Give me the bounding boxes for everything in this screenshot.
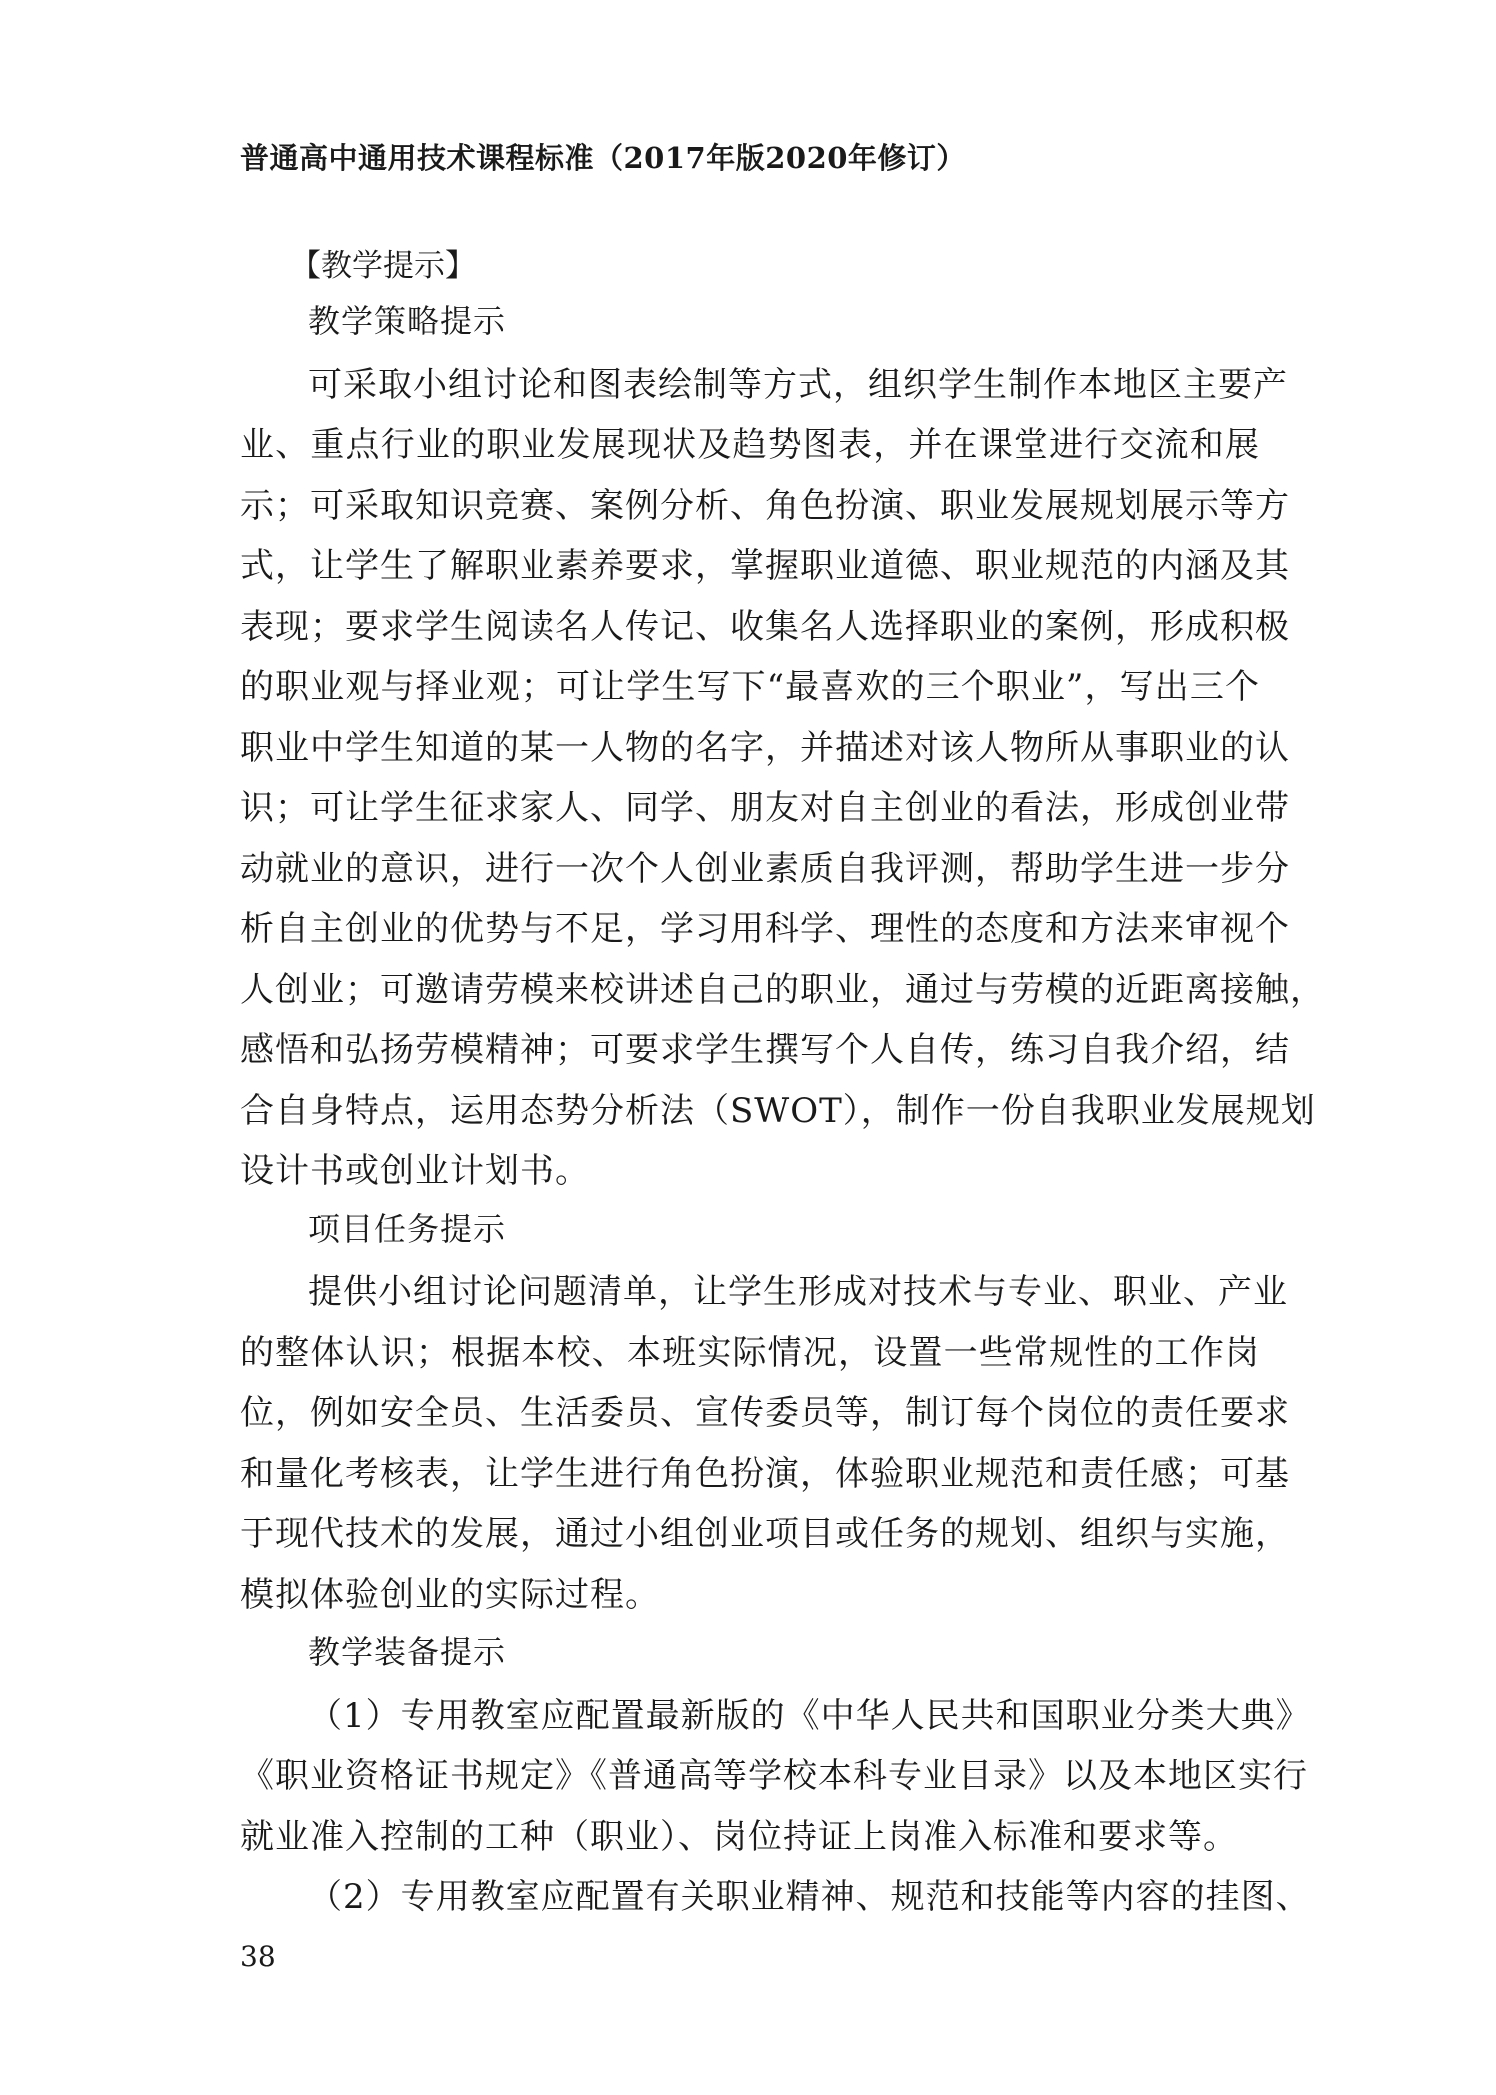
text-line: 析自主创业的优势与不足，学习用科学、理性的态度和方法来审视个 bbox=[240, 909, 1290, 949]
text-line: 式，让学生了解职业素养要求，掌握职业道德、职业规范的内涵及其 bbox=[240, 546, 1290, 586]
text-line: 就业准入控制的工种（职业）、岗位持证上岗准入标准和要求等。 bbox=[240, 1816, 1238, 1857]
running-header: 普通高中通用技术课程标准（2017年版2020年修订） bbox=[240, 141, 966, 175]
subheading: 教学策略提示 bbox=[308, 302, 507, 340]
text-line: 的职业观与择业观；可让学生写下“最喜欢的三个职业”，写出三个 bbox=[240, 667, 1260, 707]
text-line: （2）专用教室应配置有关职业精神、规范和技能等内容的挂图、 bbox=[308, 1877, 1311, 1917]
text-line: 位，例如安全员、生活委员、宣传委员等，制订每个岗位的责任要求 bbox=[240, 1393, 1290, 1433]
text-line: 识；可让学生征求家人、同学、朋友对自主创业的看法，形成创业带 bbox=[240, 788, 1290, 828]
text-line: 职业中学生知道的某一人物的名字，并描述对该人物所从事职业的认 bbox=[240, 727, 1290, 768]
text-line: 于现代技术的发展，通过小组创业项目或任务的规划、组织与实施， bbox=[240, 1514, 1290, 1554]
text-line: 设计书或创业计划书。 bbox=[240, 1151, 590, 1191]
subheading: 教学装备提示 bbox=[308, 1633, 507, 1671]
section-heading: 【教学提示】 bbox=[290, 248, 476, 284]
text-line: 示；可采取知识竞赛、案例分析、角色扮演、职业发展规划展示等方 bbox=[240, 485, 1290, 526]
text-line: 表现；要求学生阅读名人传记、收集名人选择职业的案例，形成积极 bbox=[240, 606, 1290, 647]
text-line: （1）专用教室应配置最新版的《中华人民共和国职业分类大典》 bbox=[308, 1695, 1311, 1736]
text-line: 可采取小组讨论和图表绘制等方式，组织学生制作本地区主要产 bbox=[308, 364, 1288, 405]
text-line: 人创业；可邀请劳模来校讲述自己的职业，通过与劳模的近距离接触， bbox=[240, 969, 1325, 1010]
text-line: 感悟和弘扬劳模精神；可要求学生撰写个人自传，练习自我介绍，结 bbox=[240, 1030, 1290, 1070]
text-line: 动就业的意识，进行一次个人创业素质自我评测，帮助学生进一步分 bbox=[240, 848, 1290, 889]
subheading: 项目任务提示 bbox=[308, 1209, 507, 1248]
text-line: 合自身特点，运用态势分析法（SWOT），制作一份自我职业发展规划 bbox=[240, 1090, 1316, 1131]
text-line: 和量化考核表，让学生进行角色扮演，体验职业规范和责任感；可基 bbox=[240, 1453, 1290, 1494]
page-number: 38 bbox=[240, 1940, 276, 1973]
text-line: 提供小组讨论问题清单，让学生形成对技术与专业、职业、产业 bbox=[308, 1272, 1288, 1312]
text-line: 模拟体验创业的实际过程。 bbox=[240, 1574, 660, 1615]
text-line: 业、重点行业的职业发展现状及趋势图表，并在课堂进行交流和展 bbox=[240, 425, 1260, 465]
text-line: 《职业资格证书规定》《普通高等学校本科专业目录》以及本地区实行 bbox=[240, 1756, 1308, 1796]
text-line: 的整体认识；根据本校、本班实际情况，设置一些常规性的工作岗 bbox=[240, 1332, 1260, 1373]
